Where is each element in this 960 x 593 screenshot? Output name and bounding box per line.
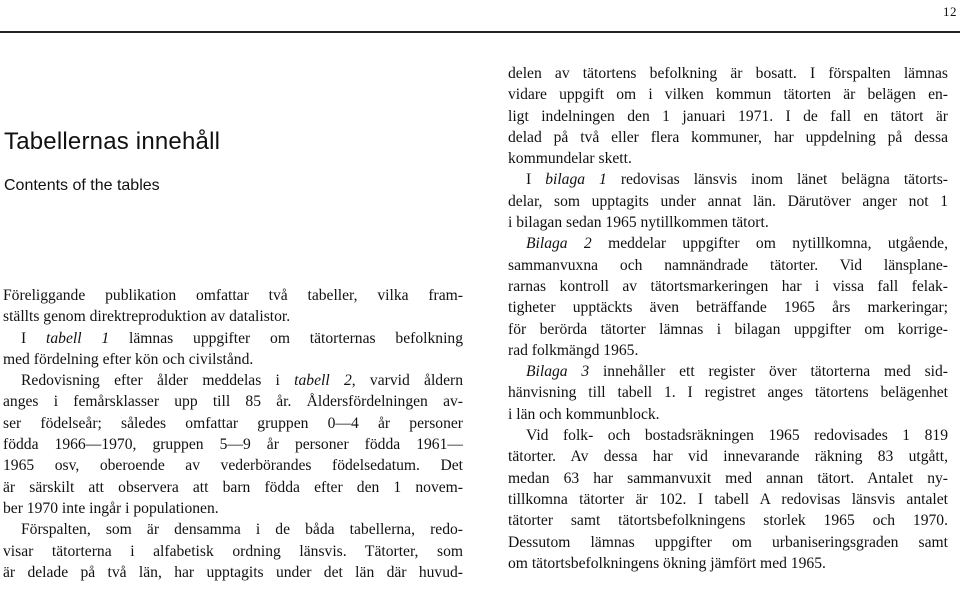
text-line [508, 425, 948, 446]
text-line [3, 434, 463, 455]
header-rule [0, 31, 960, 33]
text-segment: om tätortsbefolkningens ökning jämfört med 1965. [508, 554, 826, 572]
text-segment: , varvid åldern [351, 372, 463, 390]
text-segment: rarnas kontroll av tätortsmarkeringen har i vissa fall felak- [508, 277, 948, 295]
text-line [508, 276, 948, 297]
text-segment: ser födelseår; således omfattar gruppen 0—4 år personer [3, 414, 463, 432]
text-line [3, 413, 463, 434]
text-line [508, 532, 948, 553]
text-segment: tätorter. Av dessa har vid innevarande räkning 83 utgått, [508, 448, 948, 466]
text-line [3, 306, 463, 327]
emphasis-reference: Bilaga 2 [526, 235, 592, 253]
text-segment: I [526, 171, 546, 189]
text-line [508, 84, 948, 105]
text-segment: Dessutom lämnas uppgifter om urbaniseringsgraden samt [508, 533, 948, 551]
text-line [508, 340, 948, 361]
text-segment: meddelar uppgifter om nytillkomna, utgående, [591, 235, 948, 253]
text-segment: hänvisning till tabell 1. I registret anges tätortens belägenhet [508, 384, 948, 402]
text-line [508, 468, 948, 489]
text-line [508, 212, 948, 233]
text-line [3, 285, 463, 306]
text-line [508, 404, 948, 425]
text-segment: Vid folk- och bostadsräkningen 1965 redovisades 1 819 [526, 427, 948, 445]
text-segment: delar, som upptagits under annat län. Därutöver anger not 1 [508, 192, 948, 210]
text-line [3, 349, 463, 370]
text-line [508, 233, 948, 254]
text-segment: medan 63 har sammanvuxit med annan tätort. Antalet ny- [508, 469, 948, 487]
text-segment: med fördelning efter kön och civilstånd. [3, 350, 254, 368]
right-text-column [508, 63, 948, 574]
text-segment: vidare uppgift om i vilken kommun tätorten är belägen en- [508, 86, 948, 104]
emphasis-reference: bilaga 1 [545, 171, 607, 189]
text-line [508, 169, 948, 190]
text-line [508, 361, 948, 382]
text-line [3, 370, 463, 391]
text-line [3, 541, 463, 562]
text-segment: ställts genom direktreproduktion av datalistor. [3, 308, 291, 326]
text-line [508, 148, 948, 169]
text-segment: kommundelar skett. [508, 150, 632, 168]
text-line [508, 510, 948, 531]
text-segment: I [21, 329, 47, 347]
text-segment: delad på två eller flera kommuner, har uppdelning på dessa [508, 128, 948, 146]
left-text-column [3, 285, 463, 583]
text-segment: anges i femårsklasser upp till 85 år. Åldersfördelningen av- [3, 393, 463, 411]
text-segment: tätorter samt tätortsbefolkningens storlek 1965 och 1970. [508, 512, 948, 530]
emphasis-reference: tabell 1 [46, 329, 110, 347]
emphasis-reference: tabell 2 [294, 372, 352, 390]
text-line [508, 319, 948, 340]
text-segment: lämnas uppgifter om tätorternas befolkning [109, 329, 463, 347]
text-segment: är särskilt att observera att barn födda efter den 1 novem- [3, 478, 463, 496]
text-line [3, 498, 463, 519]
section-title: Tabellernas innehåll [4, 128, 221, 155]
text-segment: tillkomna tätorter är 102. I tabell A redovisas länsvis antalet [508, 490, 948, 508]
text-segment: ber 1970 inte ingår i populationen. [3, 499, 219, 517]
text-line [508, 191, 948, 212]
text-line [508, 446, 948, 467]
text-segment: visar tätorterna i alfabetisk ordning länsvis. Tätorter, som [3, 542, 463, 560]
text-segment: delen av tätortens befolkning är bosatt. I förspalten lämnas [508, 65, 948, 82]
text-line [508, 489, 948, 510]
text-segment: födda 1966—1970, gruppen 5—9 år personer födda 1961— [3, 436, 463, 454]
text-segment: sammanvuxna och namnändrade tätorter. Vid länsplane- [508, 256, 948, 274]
text-line [508, 127, 948, 148]
text-line [508, 553, 948, 574]
text-line [508, 382, 948, 403]
text-segment: redovisas länsvis inom länet belägna tätorts- [606, 171, 948, 189]
text-segment: är delade på två län, har upptagits under det län där huvud- [3, 563, 463, 581]
text-segment: tigheter upptäckts även beträffande 1965 års markeringar; [508, 299, 948, 317]
text-segment: Redovisning efter ålder meddelas i [21, 372, 295, 390]
text-line [508, 106, 948, 127]
text-segment: Förspalten, som är densamma i de båda tabellerna, redo- [21, 521, 463, 539]
text-segment: 1965 osv, oberoende av vederbörandes födelsedatum. Det [3, 457, 463, 475]
text-segment: rad folkmängd 1965. [508, 341, 639, 359]
text-line [3, 562, 463, 583]
text-segment: Föreliggande publikation omfattar två tabeller, vilka fram- [3, 287, 463, 304]
text-segment: innehåller ett register över tätorterna med sid- [589, 363, 949, 381]
text-line [3, 391, 463, 412]
text-line [3, 519, 463, 540]
text-segment: i län och kommunblock. [508, 405, 660, 423]
section-subtitle: Contents of the tables [4, 177, 160, 194]
page-number: 12 [943, 4, 957, 19]
text-segment: ligt indelningen den 1 januari 1971. I de fall en tätort är [508, 107, 948, 125]
text-line [508, 63, 948, 84]
text-segment: i bilagan sedan 1965 nytillkommen tätort. [508, 214, 769, 232]
text-line [508, 255, 948, 276]
text-line [3, 328, 463, 349]
text-line [508, 297, 948, 318]
text-segment: för berörda tätorter lämnas i bilagan uppgifter om korrige- [508, 320, 948, 338]
text-line [3, 477, 463, 498]
emphasis-reference: Bilaga 3 [526, 363, 590, 381]
text-line [3, 455, 463, 476]
